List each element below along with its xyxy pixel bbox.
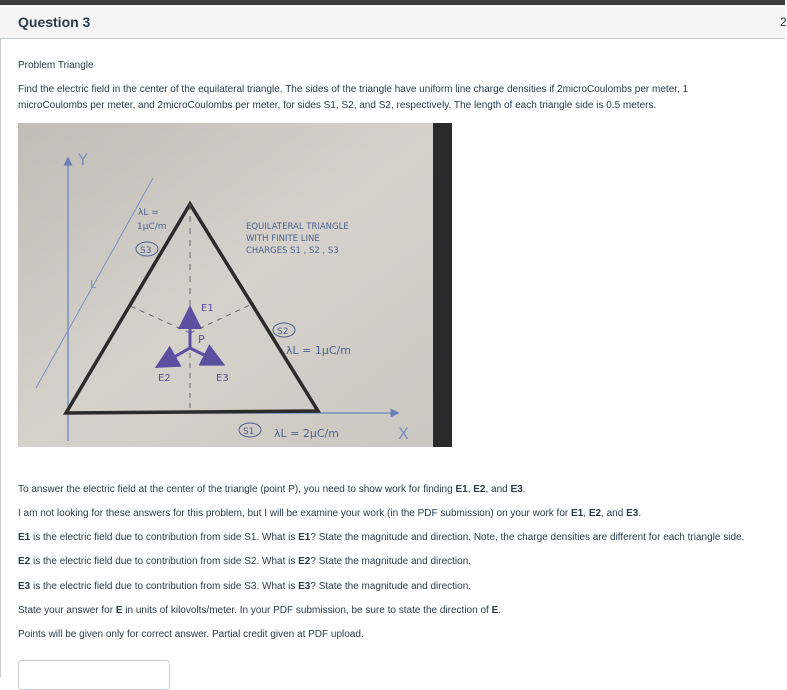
dark-edge bbox=[433, 123, 452, 447]
figure-title-line3: CHARGES S1 , S2 , S3 bbox=[246, 246, 339, 256]
figure-title-line2: WITH FINITE LINE bbox=[246, 234, 320, 244]
x-axis-label: X bbox=[398, 424, 409, 443]
s1-lambda: λL = 2μC/m bbox=[274, 427, 339, 440]
triangle-figure bbox=[18, 123, 452, 447]
s2-label: S2 bbox=[277, 327, 289, 337]
instruction-line1: To answer the electric field at the center of the triangle (point P), you need to show work for finding E1, E2, and E3. bbox=[18, 484, 526, 495]
side-length-mark: L bbox=[90, 278, 97, 291]
s1-label: S1 bbox=[243, 427, 255, 437]
figure-title-line1: EQUILATERAL TRIANGLE bbox=[246, 222, 349, 232]
e1-label: E1 bbox=[201, 303, 214, 314]
instruction-line5: E3 is the electric field due to contribution from side S3. What is E3? State the magnitude and direction. bbox=[18, 581, 472, 592]
point-p-label: P bbox=[198, 333, 205, 346]
instruction-line3: E1 is the electric field due to contribution from side S1. What is E1? State the magnitude and direction. Note, the charge densities are different for each triangle side. bbox=[18, 532, 745, 543]
s2-lambda: λL = 1μC/m bbox=[286, 344, 351, 357]
left-border bbox=[0, 39, 1, 677]
problem-description-line1: Find the electric field in the center of the equilateral triangle. The sides of the triangle have uniform line charge densities if 2microCoulombs per meter, 1 bbox=[18, 84, 689, 95]
problem-heading: Problem Triangle bbox=[18, 60, 94, 71]
e3-label: E3 bbox=[216, 373, 229, 384]
e2-label: E2 bbox=[158, 373, 171, 384]
problem-description-line2: microCoulombs per meter, and 2microCoulombs per meter, for sides S1, S2, and S2, respectively. The length of each triangle side is 0.5 meters. bbox=[18, 100, 657, 111]
y-axis-label: Y bbox=[78, 150, 88, 169]
instruction-line4: E2 is the electric field due to contribution from side S2. What is E2? State the magnitude and direction. bbox=[18, 556, 472, 567]
question-points: 2 bbox=[780, 15, 787, 29]
s3-lambda-line1: λL = bbox=[138, 208, 159, 218]
question-header bbox=[0, 5, 785, 39]
answer-input[interactable] bbox=[18, 660, 170, 690]
instruction-line6: State your answer for E in units of kilovolts/meter. In your PDF submission, be sure to state the direction of E. bbox=[18, 605, 502, 616]
question-title: Question 3 bbox=[18, 14, 91, 30]
s3-lambda-line2: 1μC/m bbox=[137, 222, 167, 232]
instruction-line7: Points will be given only for correct answer. Partial credit given at PDF upload. bbox=[18, 629, 364, 640]
instruction-line2: I am not looking for these answers for this problem, but I will be examine your work (in the PDF submission) on your work for E1, E2, and E3. bbox=[18, 508, 642, 519]
paper-background bbox=[18, 123, 452, 447]
s3-label: S3 bbox=[140, 246, 152, 256]
